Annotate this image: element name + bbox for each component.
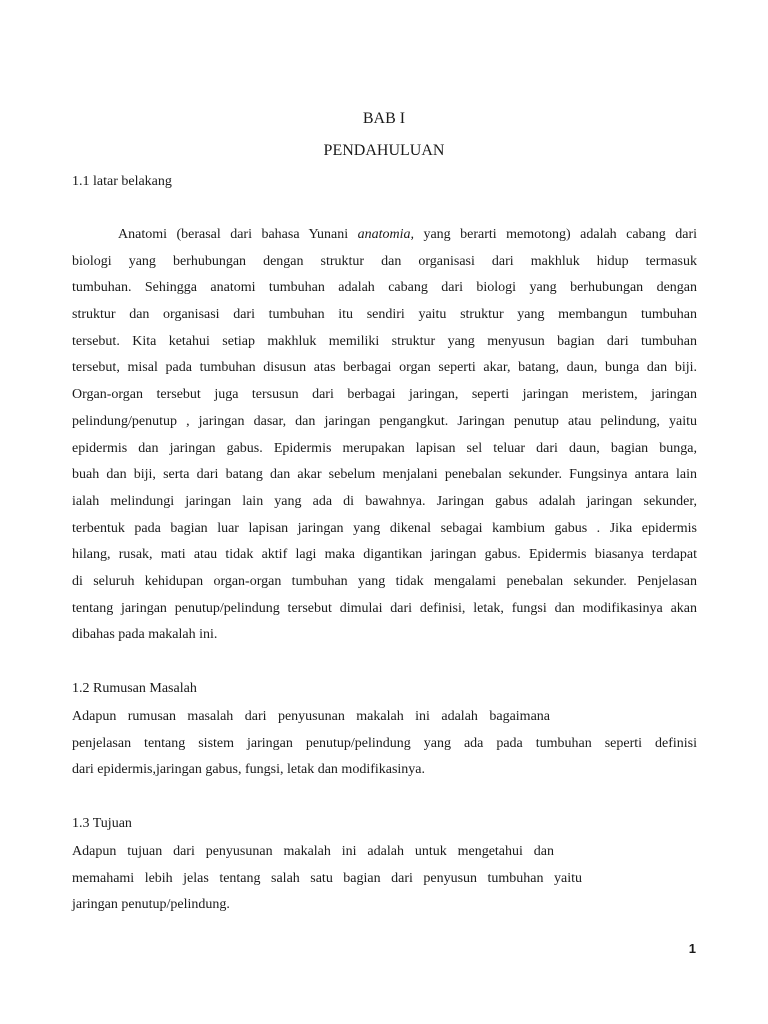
chapter-title: PENDAHULUAN bbox=[323, 142, 445, 159]
italic-term: anatomia, bbox=[357, 227, 414, 242]
section-heading-problem: 1.2 Rumusan Masalah bbox=[72, 681, 197, 696]
paragraph-line: epidermis dan jaringan gabus. Epidermis merupakan lapisan sel teluar dari daun, bagian bunga, bbox=[72, 440, 697, 456]
problem-paragraph bbox=[72, 704, 697, 784]
paragraph-line: Adapun tujuan dari penyusunan makalah ini adalah untuk mengetahui dan bbox=[72, 844, 554, 859]
paragraph-line: jaringan penutup/pelindung. bbox=[72, 897, 230, 913]
paragraph-line: hilang, rusak, mati atau tidak aktif lagi maka digantikan jaringan gabus. Epidermis biasanya terdapat bbox=[72, 547, 697, 563]
paragraph-line: struktur dan organisasi dari tumbuhan itu sendiri yaitu struktur yang membangun tumbuhan bbox=[72, 307, 697, 323]
paragraph-line: dibahas pada makalah ini. bbox=[72, 627, 218, 643]
purpose-paragraph bbox=[72, 839, 697, 919]
paragraph-line: tersebut. Kita ketahui setiap makhluk memiliki struktur yang menyusun bagian dari tumbuhan bbox=[72, 333, 697, 349]
paragraph-line: Adapun rumusan masalah dari penyusunan makalah ini adalah bagaimana bbox=[72, 709, 550, 724]
paragraph-line: tersebut, misal pada tumbuhan disusun atas berbagai organ seperti akar, batang, daun, bunga dan biji. bbox=[72, 360, 697, 376]
section-heading-background: 1.1 latar belakang bbox=[72, 174, 172, 189]
chapter-number: BAB I bbox=[362, 110, 406, 127]
paragraph-line: terbentuk pada bagian luar lapisan jaringan yang dikenal sebagai kambium gabus . Jika epidermis bbox=[72, 520, 697, 536]
paragraph-line: Organ-organ tersebut juga tersusun dari berbagai jaringan, seperti jaringan meristem, jaringan bbox=[72, 387, 697, 403]
paragraph-line: Anatomi (berasal dari bahasa Yunani anatomia, yang berarti memotong) adalah cabang dari bbox=[118, 227, 697, 242]
paragraph-line: buah dan biji, serta dari batang dan akar sebelum menjalani penebalan sekunder. Fungsinya antara lain bbox=[72, 467, 697, 483]
paragraph-line: ialah melindungi jaringan lain yang ada di bawahnya. Jaringan gabus adalah jaringan sekunder, bbox=[72, 493, 697, 509]
background-paragraph bbox=[72, 222, 697, 649]
paragraph-line: di seluruh kehidupan organ-organ tumbuhan yang tidak mengalami penebalan sekunder. Penjelasan bbox=[72, 573, 697, 589]
paragraph-line: penjelasan tentang sistem jaringan penutup/pelindung yang ada pada tumbuhan seperti definisi bbox=[72, 735, 697, 751]
paragraph-line: dari epidermis,jaringan gabus, fungsi, letak dan modifikasinya. bbox=[72, 762, 426, 778]
page-number: 1 bbox=[688, 941, 696, 956]
paragraph-line: pelindung/penutup , jaringan dasar, dan jaringan pengangkut. Jaringan penutup atau pelindung, yaitu bbox=[72, 413, 697, 429]
paragraph-line: biologi yang berhubungan dengan struktur dan organisasi dari makhluk hidup termasuk bbox=[72, 253, 697, 269]
paragraph-line: tentang jaringan penutup/pelindung tersebut dimulai dari definisi, letak, fungsi dan modifikasinya akan bbox=[72, 600, 697, 616]
paragraph-line: tumbuhan. Sehingga anatomi tumbuhan adalah cabang dari biologi yang berhubungan dengan bbox=[72, 280, 697, 296]
paragraph-line: memahami lebih jelas tentang salah satu bagian dari penyusun tumbuhan yaitu bbox=[72, 870, 582, 886]
section-heading-purpose: 1.3 Tujuan bbox=[72, 816, 132, 831]
